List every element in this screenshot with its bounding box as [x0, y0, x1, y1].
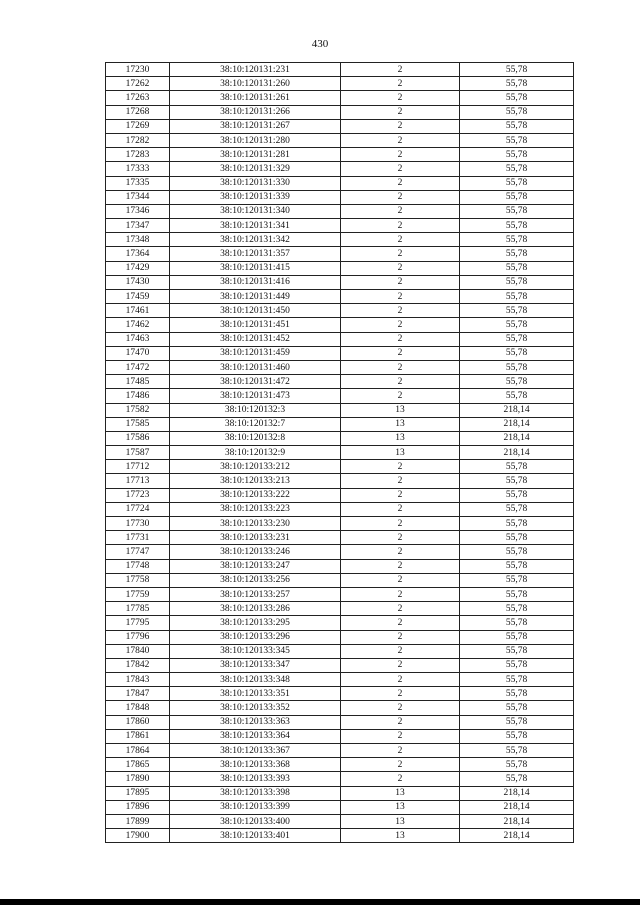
table-body [106, 63, 574, 843]
cadastral-number-cell: 38:10:120131:281 [170, 148, 341, 162]
amount-cell: 55,78 [460, 304, 574, 318]
amount-cell: 55,78 [460, 715, 574, 729]
amount-cell: 218,14 [460, 786, 574, 800]
amount-cell: 55,78 [460, 474, 574, 488]
table-row [106, 644, 574, 658]
table-row [106, 190, 574, 204]
amount-cell: 55,78 [460, 91, 574, 105]
cadastral-number-cell: 38:10:120131:342 [170, 233, 341, 247]
cadastral-number-cell: 38:10:120131:472 [170, 375, 341, 389]
cadastral-number-cell: 38:10:120133:347 [170, 658, 341, 672]
cadastral-number-cell: 38:10:120132:7 [170, 417, 341, 431]
record-number-cell: 17283 [106, 148, 170, 162]
table-row [106, 545, 574, 559]
quantity-cell: 13 [341, 829, 460, 843]
record-number-cell: 17847 [106, 687, 170, 701]
cadastral-number-cell: 38:10:120131:449 [170, 290, 341, 304]
quantity-cell: 2 [341, 204, 460, 218]
record-number-cell: 17900 [106, 829, 170, 843]
table-row [106, 744, 574, 758]
record-number-cell: 17461 [106, 304, 170, 318]
record-number-cell: 17724 [106, 502, 170, 516]
table-row [106, 573, 574, 587]
quantity-cell: 2 [341, 133, 460, 147]
table-row [106, 332, 574, 346]
table-row [106, 403, 574, 417]
data-table [105, 62, 574, 843]
quantity-cell: 2 [341, 744, 460, 758]
amount-cell: 55,78 [460, 673, 574, 687]
record-number-cell: 17429 [106, 261, 170, 275]
cadastral-number-cell: 38:10:120133:367 [170, 744, 341, 758]
cadastral-number-cell: 38:10:120131:341 [170, 219, 341, 233]
record-number-cell: 17890 [106, 772, 170, 786]
amount-cell: 55,78 [460, 559, 574, 573]
table-row [106, 275, 574, 289]
record-number-cell: 17462 [106, 318, 170, 332]
quantity-cell: 2 [341, 602, 460, 616]
table-row [106, 63, 574, 77]
cadastral-number-cell: 38:10:120131:415 [170, 261, 341, 275]
quantity-cell: 2 [341, 616, 460, 630]
record-number-cell: 17585 [106, 417, 170, 431]
quantity-cell: 2 [341, 644, 460, 658]
table-row [106, 119, 574, 133]
cadastral-number-cell: 38:10:120131:260 [170, 77, 341, 91]
record-number-cell: 17712 [106, 460, 170, 474]
table-row [106, 431, 574, 445]
quantity-cell: 2 [341, 630, 460, 644]
table-row [106, 559, 574, 573]
record-number-cell: 17346 [106, 204, 170, 218]
record-number-cell: 17459 [106, 290, 170, 304]
cadastral-number-cell: 38:10:120133:393 [170, 772, 341, 786]
record-number-cell: 17263 [106, 91, 170, 105]
cadastral-number-cell: 38:10:120133:212 [170, 460, 341, 474]
amount-cell: 55,78 [460, 502, 574, 516]
cadastral-number-cell: 38:10:120133:246 [170, 545, 341, 559]
cadastral-number-cell: 38:10:120133:247 [170, 559, 341, 573]
cadastral-number-cell: 38:10:120133:296 [170, 630, 341, 644]
quantity-cell: 2 [341, 176, 460, 190]
quantity-cell: 2 [341, 729, 460, 743]
amount-cell: 55,78 [460, 204, 574, 218]
amount-cell: 55,78 [460, 346, 574, 360]
quantity-cell: 2 [341, 573, 460, 587]
cadastral-number-cell: 38:10:120132:8 [170, 431, 341, 445]
quantity-cell: 2 [341, 91, 460, 105]
amount-cell: 218,14 [460, 446, 574, 460]
cadastral-number-cell: 38:10:120131:340 [170, 204, 341, 218]
record-number-cell: 17759 [106, 587, 170, 601]
table-row [106, 772, 574, 786]
cadastral-number-cell: 38:10:120133:348 [170, 673, 341, 687]
record-number-cell: 17463 [106, 332, 170, 346]
quantity-cell: 13 [341, 403, 460, 417]
record-number-cell: 17899 [106, 814, 170, 828]
amount-cell: 55,78 [460, 105, 574, 119]
quantity-cell: 2 [341, 488, 460, 502]
cadastral-number-cell: 38:10:120133:401 [170, 829, 341, 843]
quantity-cell: 2 [341, 772, 460, 786]
record-number-cell: 17713 [106, 474, 170, 488]
quantity-cell: 2 [341, 460, 460, 474]
quantity-cell: 2 [341, 318, 460, 332]
table-row [106, 375, 574, 389]
record-number-cell: 17485 [106, 375, 170, 389]
table-row [106, 701, 574, 715]
table-row [106, 715, 574, 729]
record-number-cell: 17472 [106, 360, 170, 374]
record-number-cell: 17344 [106, 190, 170, 204]
table-row [106, 814, 574, 828]
amount-cell: 55,78 [460, 616, 574, 630]
table-row [106, 219, 574, 233]
amount-cell: 55,78 [460, 701, 574, 715]
amount-cell: 55,78 [460, 77, 574, 91]
quantity-cell: 2 [341, 261, 460, 275]
cadastral-number-cell: 38:10:120133:230 [170, 517, 341, 531]
quantity-cell: 2 [341, 233, 460, 247]
quantity-cell: 2 [341, 332, 460, 346]
cadastral-number-cell: 38:10:120133:351 [170, 687, 341, 701]
cadastral-number-cell: 38:10:120131:416 [170, 275, 341, 289]
table-row [106, 729, 574, 743]
record-number-cell: 17430 [106, 275, 170, 289]
cadastral-number-cell: 38:10:120133:368 [170, 758, 341, 772]
quantity-cell: 13 [341, 446, 460, 460]
table-row [106, 176, 574, 190]
record-number-cell: 17730 [106, 517, 170, 531]
amount-cell: 55,78 [460, 658, 574, 672]
amount-cell: 55,78 [460, 233, 574, 247]
amount-cell: 218,14 [460, 829, 574, 843]
quantity-cell: 2 [341, 559, 460, 573]
quantity-cell: 2 [341, 304, 460, 318]
cadastral-number-cell: 38:10:120133:222 [170, 488, 341, 502]
cadastral-number-cell: 38:10:120131:329 [170, 162, 341, 176]
table-row [106, 290, 574, 304]
table-row [106, 616, 574, 630]
record-number-cell: 17347 [106, 219, 170, 233]
amount-cell: 218,14 [460, 800, 574, 814]
quantity-cell: 2 [341, 474, 460, 488]
table-row [106, 502, 574, 516]
cadastral-number-cell: 38:10:120131:459 [170, 346, 341, 360]
cadastral-number-cell: 38:10:120133:398 [170, 786, 341, 800]
record-number-cell: 17864 [106, 744, 170, 758]
cadastral-number-cell: 38:10:120132:3 [170, 403, 341, 417]
table-row [106, 673, 574, 687]
record-number-cell: 17486 [106, 389, 170, 403]
quantity-cell: 2 [341, 658, 460, 672]
record-number-cell: 17861 [106, 729, 170, 743]
quantity-cell: 2 [341, 758, 460, 772]
table-row [106, 389, 574, 403]
amount-cell: 55,78 [460, 261, 574, 275]
table-row [106, 488, 574, 502]
amount-cell: 55,78 [460, 687, 574, 701]
record-number-cell: 17470 [106, 346, 170, 360]
cadastral-number-cell: 38:10:120131:451 [170, 318, 341, 332]
cadastral-number-cell: 38:10:120133:223 [170, 502, 341, 516]
table-row [106, 346, 574, 360]
cadastral-number-cell: 38:10:120133:399 [170, 800, 341, 814]
quantity-cell: 2 [341, 247, 460, 261]
amount-cell: 55,78 [460, 758, 574, 772]
record-number-cell: 17796 [106, 630, 170, 644]
record-number-cell: 17865 [106, 758, 170, 772]
cadastral-number-cell: 38:10:120133:363 [170, 715, 341, 729]
table-row [106, 233, 574, 247]
cadastral-number-cell: 38:10:120131:339 [170, 190, 341, 204]
amount-cell: 55,78 [460, 744, 574, 758]
amount-cell: 55,78 [460, 729, 574, 743]
record-number-cell: 17731 [106, 531, 170, 545]
quantity-cell: 2 [341, 375, 460, 389]
quantity-cell: 13 [341, 814, 460, 828]
quantity-cell: 2 [341, 190, 460, 204]
cadastral-number-cell: 38:10:120131:261 [170, 91, 341, 105]
quantity-cell: 13 [341, 800, 460, 814]
table-row [106, 105, 574, 119]
amount-cell: 55,78 [460, 375, 574, 389]
table-row [106, 829, 574, 843]
quantity-cell: 2 [341, 545, 460, 559]
amount-cell: 55,78 [460, 290, 574, 304]
quantity-cell: 2 [341, 587, 460, 601]
table-row [106, 460, 574, 474]
amount-cell: 55,78 [460, 63, 574, 77]
quantity-cell: 2 [341, 687, 460, 701]
record-number-cell: 17723 [106, 488, 170, 502]
amount-cell: 55,78 [460, 517, 574, 531]
cadastral-number-cell: 38:10:120133:231 [170, 531, 341, 545]
amount-cell: 218,14 [460, 403, 574, 417]
table-row [106, 417, 574, 431]
cadastral-number-cell: 38:10:120131:473 [170, 389, 341, 403]
cadastral-number-cell: 38:10:120131:266 [170, 105, 341, 119]
quantity-cell: 2 [341, 517, 460, 531]
cadastral-number-cell: 38:10:120131:357 [170, 247, 341, 261]
table-row [106, 658, 574, 672]
amount-cell: 55,78 [460, 332, 574, 346]
record-number-cell: 17262 [106, 77, 170, 91]
amount-cell: 55,78 [460, 219, 574, 233]
cadastral-number-cell: 38:10:120131:450 [170, 304, 341, 318]
cadastral-number-cell: 38:10:120133:295 [170, 616, 341, 630]
record-number-cell: 17840 [106, 644, 170, 658]
cadastral-number-cell: 38:10:120133:345 [170, 644, 341, 658]
record-number-cell: 17748 [106, 559, 170, 573]
cadastral-number-cell: 38:10:120131:460 [170, 360, 341, 374]
page-number: 430 [311, 38, 329, 50]
amount-cell: 55,78 [460, 531, 574, 545]
amount-cell: 55,78 [460, 190, 574, 204]
quantity-cell: 2 [341, 531, 460, 545]
cadastral-number-cell: 38:10:120131:452 [170, 332, 341, 346]
table-row [106, 133, 574, 147]
record-number-cell: 17785 [106, 602, 170, 616]
table-row [106, 91, 574, 105]
quantity-cell: 2 [341, 77, 460, 91]
record-number-cell: 17269 [106, 119, 170, 133]
table-row [106, 304, 574, 318]
record-number-cell: 17333 [106, 162, 170, 176]
quantity-cell: 13 [341, 417, 460, 431]
record-number-cell: 17230 [106, 63, 170, 77]
amount-cell: 55,78 [460, 460, 574, 474]
scan-edge-band [0, 899, 640, 905]
record-number-cell: 17268 [106, 105, 170, 119]
table-row [106, 148, 574, 162]
quantity-cell: 13 [341, 431, 460, 445]
quantity-cell: 2 [341, 275, 460, 289]
table-row [106, 602, 574, 616]
quantity-cell: 2 [341, 360, 460, 374]
cadastral-number-cell: 38:10:120131:231 [170, 63, 341, 77]
amount-cell: 55,78 [460, 488, 574, 502]
amount-cell: 218,14 [460, 431, 574, 445]
quantity-cell: 2 [341, 290, 460, 304]
record-number-cell: 17335 [106, 176, 170, 190]
record-number-cell: 17582 [106, 403, 170, 417]
cadastral-number-cell: 38:10:120131:330 [170, 176, 341, 190]
amount-cell: 55,78 [460, 318, 574, 332]
quantity-cell: 2 [341, 715, 460, 729]
quantity-cell: 2 [341, 502, 460, 516]
cadastral-number-cell: 38:10:120133:286 [170, 602, 341, 616]
amount-cell: 218,14 [460, 814, 574, 828]
amount-cell: 55,78 [460, 148, 574, 162]
amount-cell: 55,78 [460, 119, 574, 133]
amount-cell: 55,78 [460, 162, 574, 176]
table-row [106, 261, 574, 275]
quantity-cell: 13 [341, 786, 460, 800]
record-number-cell: 17848 [106, 701, 170, 715]
record-number-cell: 17747 [106, 545, 170, 559]
record-number-cell: 17843 [106, 673, 170, 687]
table-row [106, 517, 574, 531]
quantity-cell: 2 [341, 219, 460, 233]
amount-cell: 55,78 [460, 275, 574, 289]
amount-cell: 55,78 [460, 176, 574, 190]
amount-cell: 218,14 [460, 417, 574, 431]
amount-cell: 55,78 [460, 587, 574, 601]
table-row [106, 800, 574, 814]
quantity-cell: 2 [341, 389, 460, 403]
quantity-cell: 2 [341, 148, 460, 162]
amount-cell: 55,78 [460, 630, 574, 644]
amount-cell: 55,78 [460, 133, 574, 147]
table-row [106, 162, 574, 176]
table-row [106, 247, 574, 261]
cadastral-number-cell: 38:10:120133:213 [170, 474, 341, 488]
amount-cell: 55,78 [460, 644, 574, 658]
record-number-cell: 17587 [106, 446, 170, 460]
table-row [106, 204, 574, 218]
table-row [106, 474, 574, 488]
amount-cell: 55,78 [460, 772, 574, 786]
record-number-cell: 17842 [106, 658, 170, 672]
quantity-cell: 2 [341, 105, 460, 119]
table-row [106, 446, 574, 460]
record-number-cell: 17896 [106, 800, 170, 814]
table-row [106, 587, 574, 601]
table-row [106, 630, 574, 644]
cadastral-number-cell: 38:10:120131:267 [170, 119, 341, 133]
quantity-cell: 2 [341, 63, 460, 77]
amount-cell: 55,78 [460, 360, 574, 374]
record-number-cell: 17364 [106, 247, 170, 261]
cadastral-number-cell: 38:10:120133:257 [170, 587, 341, 601]
cadastral-number-cell: 38:10:120133:400 [170, 814, 341, 828]
cadastral-number-cell: 38:10:120133:352 [170, 701, 341, 715]
record-number-cell: 17758 [106, 573, 170, 587]
quantity-cell: 2 [341, 119, 460, 133]
quantity-cell: 2 [341, 346, 460, 360]
amount-cell: 55,78 [460, 602, 574, 616]
record-number-cell: 17895 [106, 786, 170, 800]
quantity-cell: 2 [341, 673, 460, 687]
cadastral-number-cell: 38:10:120132:9 [170, 446, 341, 460]
table-row [106, 77, 574, 91]
table-row [106, 758, 574, 772]
table-row [106, 360, 574, 374]
record-number-cell: 17860 [106, 715, 170, 729]
table-row [106, 531, 574, 545]
cadastral-number-cell: 38:10:120133:256 [170, 573, 341, 587]
amount-cell: 55,78 [460, 545, 574, 559]
table-row [106, 786, 574, 800]
table-row [106, 687, 574, 701]
cadastral-number-cell: 38:10:120131:280 [170, 133, 341, 147]
record-number-cell: 17795 [106, 616, 170, 630]
record-number-cell: 17348 [106, 233, 170, 247]
amount-cell: 55,78 [460, 389, 574, 403]
amount-cell: 55,78 [460, 247, 574, 261]
record-number-cell: 17586 [106, 431, 170, 445]
amount-cell: 55,78 [460, 573, 574, 587]
cadastral-number-cell: 38:10:120133:364 [170, 729, 341, 743]
quantity-cell: 2 [341, 162, 460, 176]
table-row [106, 318, 574, 332]
quantity-cell: 2 [341, 701, 460, 715]
record-number-cell: 17282 [106, 133, 170, 147]
